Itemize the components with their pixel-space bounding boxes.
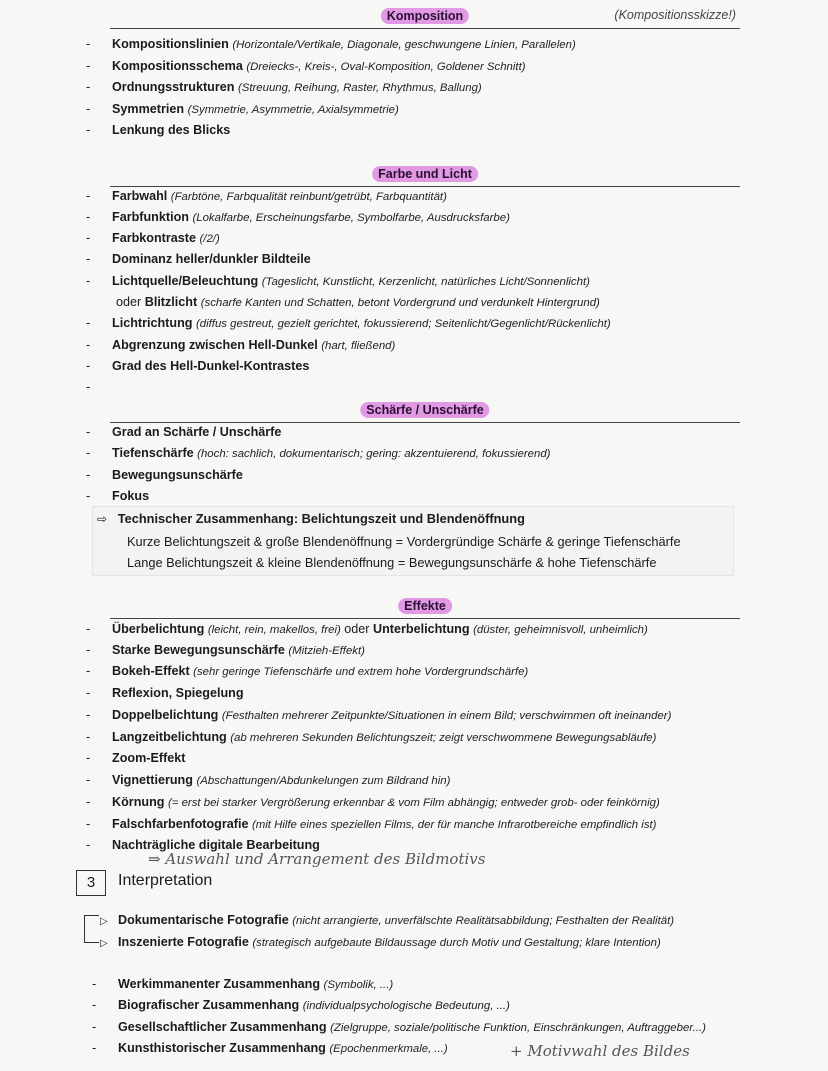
list-item: - Dominanz heller/dunkler Bildteile [86,252,311,266]
list-item: - Starke Bewegungsunschärfe (Mitzieh-Effekt) [86,643,365,657]
schaerfe-heading: Schärfe / Unschärfe [360,402,489,418]
list-item: ▷ Inszenierte Fotografie (strategisch aufgebaute Bildaussage durch Motiv und Gestaltung; klare Intention) [100,934,661,952]
list-item: - Vignettierung (Abschattungen/Abdunkelungen zum Bildrand hin) [86,773,451,787]
effekte-heading: Effekte [398,598,452,614]
technical-context-line-1: Kurze Belichtungszeit & große Blendenöffnung = Vordergründige Schärfe & geringe Tiefenschärfe [127,534,681,549]
arrow-right-icon: ▷ [100,916,108,927]
farbe-heading: Farbe und Licht [372,166,478,182]
list-item: - Biografischer Zusammenhang (individualpsychologische Bedeutung, ...) [92,998,510,1012]
list-item: - Farbwahl (Farbtöne, Farbqualität reinbunt/getrübt, Farbquantität) [86,189,447,203]
list-item: - Grad des Hell-Dunkel-Kontrastes [86,359,310,373]
list-item: - Reflexion, Spiegelung [86,686,244,700]
list-item: - Falschfarbenfotografie (mit Hilfe eines speziellen Films, der für manche Infrarotbereiche empfindlich ist) [86,817,657,831]
bracket-arrow-icon [84,915,99,943]
interpretation-title: Interpretation [118,872,213,889]
section-number: 3 [76,870,106,896]
list-item: - Lichtquelle/Beleuchtung (Tageslicht, Kunstlicht, Kerzenlicht, natürliches Licht/Sonnenlicht) [86,274,590,288]
komposition-heading: Komposition [381,8,469,24]
list-item: - Kompositionsschema (Dreiecks-, Kreis-, Oval-Komposition, Goldener Schnitt) [86,59,526,73]
komposition-heading-row [110,4,740,29]
handwritten-note-motivwahl: + Motivwahl des Bildes [510,1042,690,1060]
schaerfe-heading-row [110,398,740,423]
effekte-heading-row [110,594,740,619]
list-item: - Abgrenzung zwischen Hell-Dunkel (hart, fließend) [86,338,396,352]
list-item: - Überbelichtung (leicht, rein, makellos, frei) oder Unterbelichtung (düster, geheimnisvoll, unheimlich) [86,622,648,636]
list-item: - Kompositionslinien (Horizontale/Vertikale, Diagonale, geschwungene Linien, Parallelen) [86,37,576,51]
list-item: - Lenkung des Blicks [86,123,231,137]
list-item: ▷ Dokumentarische Fotografie (nicht arrangierte, unverfälschte Realitätsabbildung; Festhalten der Realität) [100,912,674,930]
list-item: - Zoom-Effekt [86,751,186,765]
list-item: - Farbfunktion (Lokalfarbe, Erscheinungsfarbe, Symbolfarbe, Ausdrucksfarbe) [86,210,510,224]
list-item: - Bokeh-Effekt (sehr geringe Tiefenschärfe und extrem hohe Vordergrundschärfe) [86,664,529,678]
technical-context-line-2: Lange Belichtungszeit & kleine Blendenöffnung = Bewegungsunschärfe & hohe Tiefenschärfe [127,555,657,570]
list-item: - Bewegungsunschärfe [86,468,243,482]
blitzlicht-line: oder Blitzlicht (scharfe Kanten und Schatten, betont Vordergrund und verdunkelt Hintergrund) [116,295,600,309]
list-item-empty: - [86,380,91,394]
list-item: - Symmetrien (Symmetrie, Asymmetrie, Axialsymmetrie) [86,102,399,116]
list-item: - Grad an Schärfe / Unschärfe [86,425,282,439]
list-item: - Kunsthistorischer Zusammenhang (Epochenmerkmale, ...) [92,1041,448,1055]
list-item: - Körnung (= erst bei starker Vergrößerung erkennbar & vom Film abhängig; entweder grob- oder feinkörnig) [86,795,660,809]
farbe-heading-row [110,162,740,187]
komposition-note: (Kompositionsskizze!) [614,8,736,22]
list-item: - Tiefenschärfe (hoch: sachlich, dokumentarisch; gering: akzentuierend, fokussierend) [86,446,551,460]
arrow-right-icon: ▷ [100,938,108,949]
technical-context-title: ⇨ Technischer Zusammenhang: Belichtungszeit und Blendenöffnung [97,511,525,526]
list-item: - Ordnungsstrukturen (Streuung, Reihung, Raster, Rhythmus, Ballung) [86,80,482,94]
list-item: - Langzeitbelichtung (ab mehreren Sekunden Belichtungszeit; zeigt verschwommene Bewegungsabläufe) [86,730,657,744]
list-item: - Gesellschaftlicher Zusammenhang (Zielgruppe, soziale/politische Funktion, Einschränkungen, Auftraggeber...) [92,1020,706,1034]
list-item: - Fokus [86,489,150,503]
arrow-right-icon: ⇨ [97,512,108,526]
list-item: - Nachträgliche digitale Bearbeitung [86,838,320,852]
list-item: - Farbkontraste (/2/) [86,231,220,245]
list-item: - Werkimmanenter Zusammenhang (Symbolik, ...) [92,977,394,991]
list-item: - Lichtrichtung (diffus gestreut, gezielt gerichtet, fokussierend; Seitenlicht/Gegenlicht/Rückenlicht) [86,316,611,330]
list-item: - Doppelbelichtung (Festhalten mehrerer Zeitpunkte/Situationen in einem Bild; verschwimmen oft ineinander) [86,708,672,722]
technical-context-box [92,506,734,576]
handwritten-note-auswahl: ⇒ Auswahl und Arrangement des Bildmotivs [148,850,486,868]
